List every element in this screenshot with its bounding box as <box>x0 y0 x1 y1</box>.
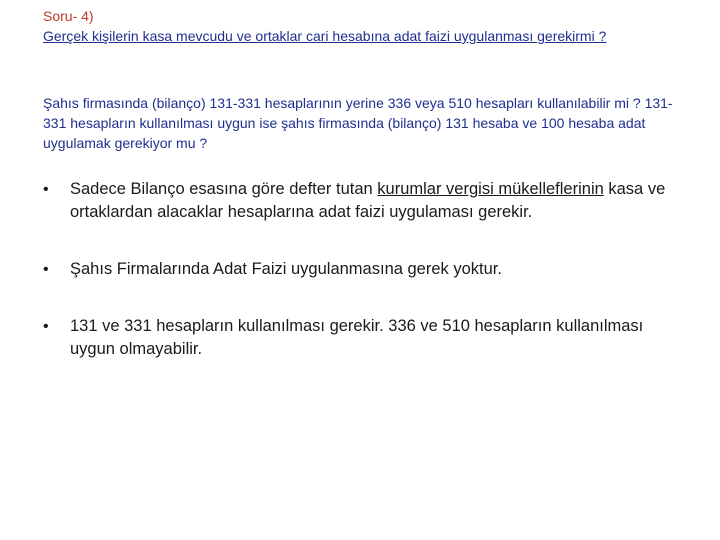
answer-item-2 <box>43 258 683 281</box>
answer-item-1-underlined: kurumlar vergisi mükelleflerinin <box>377 180 604 198</box>
answer-list <box>43 178 683 361</box>
answer-item-1-text-start: Sadece Bilanço esasına göre defter tutan <box>70 180 378 198</box>
answer-item-3-text: 131 ve 331 hesapların kullanılması gerekir. 336 ve 510 hesapların kullanılması uygun olmayabilir. <box>70 317 644 358</box>
question-text: Gerçek kişilerin kasa mevcudu ve ortaklar cari hesabına adat faizi uygulanması gerekirmi ? <box>43 28 607 44</box>
answer-item-3 <box>43 315 683 361</box>
answer-item-1 <box>43 178 683 224</box>
answer-item-1-text-end: kasa ve ortaklardan alacaklar hesaplarına adat faizi uygulaması gerekir. <box>70 180 666 221</box>
question-header <box>43 7 683 45</box>
answer-item-2-text: Şahıs Firmalarında Adat Faizi uygulanmasına gerek yoktur. <box>70 260 502 278</box>
question-number: Soru- 4) <box>43 8 94 24</box>
question-context: Şahıs firmasında (bilanço) 131-331 hesaplarının yerine 336 veya 510 hesapları kullanılabilir mi ? 131-331 hesapların kullanılması uygun ise şahıs firmasında (bilanço) 131 hesaba ve 100 hesaba adat uygulamak gerekiyor mu ? <box>43 95 673 151</box>
